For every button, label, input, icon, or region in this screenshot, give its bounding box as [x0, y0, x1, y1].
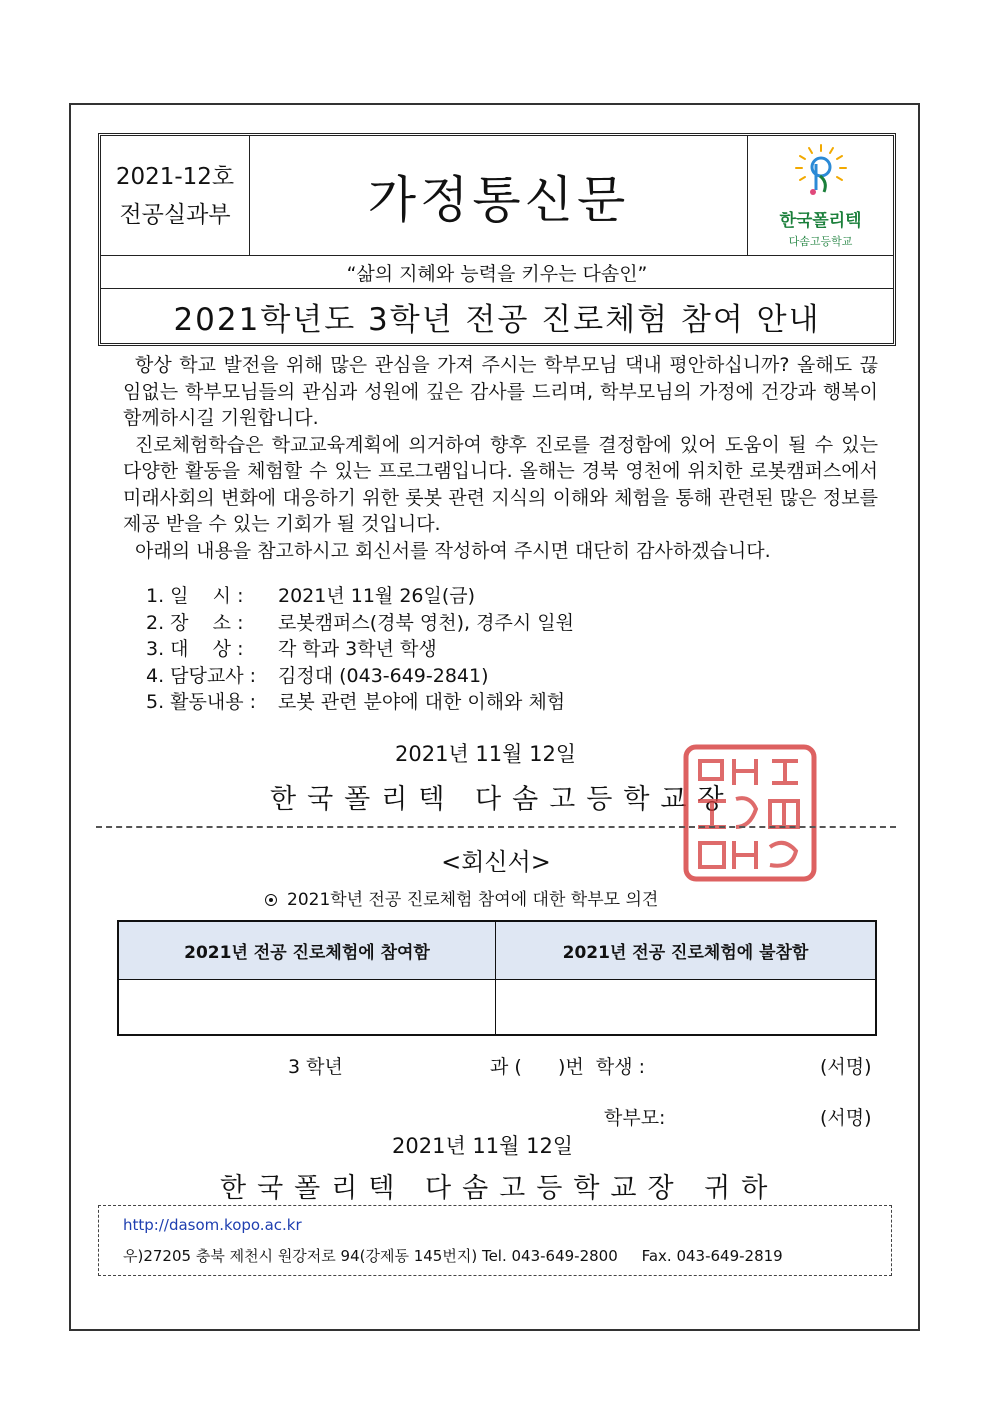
class-number-label: 과 ( )번 학생 : [490, 1056, 646, 1078]
principal-signature: 한국폴리텍 다솜고등학교장 [270, 784, 735, 815]
school-website-link[interactable]: http://dasom.kopo.ac.kr [123, 1216, 302, 1234]
grade-label: 3 학년 [288, 1056, 343, 1078]
opinion-question [265, 885, 658, 910]
reply-title: <회신서> [441, 848, 551, 876]
detail-row [146, 583, 574, 610]
issue-number: 2021-12호 [115, 163, 235, 190]
parent-label: 학부모: [604, 1107, 666, 1129]
detail-row [146, 636, 574, 663]
detail-label: 3. 대 상 : [146, 638, 244, 660]
notice-title: 2021학년도 3학년 전공 진로체험 참여 안내 [173, 301, 821, 338]
newsletter-header [98, 133, 896, 346]
absent-check-cell[interactable] [496, 980, 875, 1034]
logo-name: 한국폴리텍 [779, 211, 862, 231]
reply-date: 2021년 11월 12일 [392, 1134, 574, 1158]
detail-value: 각 학과 3학년 학생 [278, 638, 437, 660]
radio-bullet-icon [265, 894, 277, 906]
reply-recipient: 한국폴리텍 다솜고등학교장 귀하 [220, 1173, 779, 1204]
school-logo-icon [786, 142, 856, 204]
detail-label: 5. 활동내용 : [146, 691, 257, 713]
detail-value: 로봇 관련 분야에 대한 이해와 체험 [278, 691, 566, 713]
attend-check-cell[interactable] [119, 980, 496, 1034]
detail-row [146, 663, 574, 690]
detail-label: 1. 일 시 : [146, 585, 244, 607]
issue-date: 2021년 11월 12일 [395, 742, 577, 766]
paragraph: 항상 학교 발전을 위해 많은 관심을 가져 주시는 학부모님 댁내 평안하십니까? 올해도 끊임없는 학부모님들의 관심과 성원에 깊은 감사를 드리며, 학부모님의 가정에 건강과 행복이 함께하시길 기원합니다. [123, 354, 878, 429]
paragraph: 진로체험학습은 학교교육계획에 의거하여 향후 진로를 결정함에 있어 도움이 될 수 있는 다양한 활동을 체험할 수 있는 프로그램입니다. 올해는 경북 영천에 위치한 로봇캠퍼스에서 미래사회의 변화에 대응하기 위한 롯봇 관련 지식의 이해와 체험을 통해 관련된 많은 정보를 제공 받을 수 있는 기회가 될 것입니다. [123, 433, 878, 535]
option-absent-header: 2021년 전공 진로체험에 불참함 [496, 922, 875, 980]
detail-row [146, 689, 574, 716]
question-text: 2021학년 전공 진로체험 참여에 대한 학부모 의견 [287, 890, 659, 910]
detail-value: 2021년 11월 26일(금) [278, 585, 476, 607]
letter-body [123, 352, 878, 564]
issue-info [101, 136, 250, 255]
event-details [146, 583, 574, 716]
school-logo [747, 136, 893, 255]
cut-line [96, 826, 896, 828]
newsletter-title: 가정통신문 [367, 170, 630, 229]
school-address: 우)27205 충북 제천시 원강저로 94(강제동 145번지) Tel. 043-649-2800 Fax. 043-649-2819 [123, 1247, 783, 1265]
detail-row [146, 610, 574, 637]
detail-label: 2. 장 소 : [146, 611, 244, 634]
reply-table [117, 920, 877, 1036]
parent-signature-label: (서명) [820, 1107, 872, 1129]
school-motto: “삶의 지혜와 능력을 키우는 다솜인” [101, 255, 893, 289]
detail-value: 로봇캠퍼스(경북 영천), 경주시 일원 [278, 611, 574, 634]
footer [98, 1205, 892, 1276]
paragraph: 아래의 내용을 참고하시고 회신서를 작성하여 주시면 대단히 감사하겠습니다. [135, 539, 771, 562]
student-signature-label: (서명) [820, 1056, 872, 1078]
department: 전공실과부 [119, 201, 231, 228]
logo-subtitle: 다솜고등학교 [788, 235, 853, 248]
option-attend-header: 2021년 전공 진로체험에 참여함 [119, 922, 496, 980]
detail-value: 김정대 (043-649-2841) [278, 664, 489, 687]
detail-label: 4. 담당교사 : [146, 664, 257, 687]
